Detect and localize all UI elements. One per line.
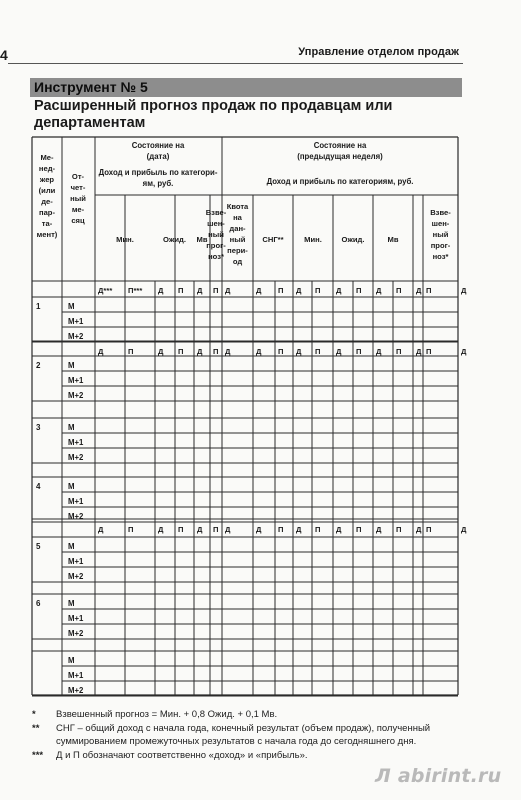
dp-label: Д: [225, 347, 231, 356]
col-header-month: ме-: [71, 205, 85, 214]
dp-label: Д: [225, 286, 231, 295]
col-header-manager: нед-: [38, 164, 56, 173]
ytd-header: СНГ**: [262, 235, 284, 244]
footnote-text: суммированием промежуточных результатов с начала года до сегодняшнего дня.: [56, 736, 417, 747]
col-header-month: От-: [71, 172, 85, 181]
quota-header: ный: [229, 235, 246, 244]
dp-label: Д: [296, 525, 302, 534]
dp-label: П: [178, 347, 184, 356]
month-label: М+1: [68, 438, 84, 447]
dp-label: П***: [128, 286, 143, 295]
weighted-forecast-header-prev: ноз*: [432, 252, 449, 261]
weighted-forecast-header-prev: Взве-: [430, 208, 451, 217]
income-header-current: ям, руб.: [142, 179, 174, 188]
dp-label: Д: [416, 525, 422, 534]
month-label: М: [68, 656, 75, 665]
col-header-manager: (или: [38, 186, 56, 195]
group-header-current: Состояние на: [131, 141, 185, 150]
dp-label: П: [128, 347, 134, 356]
weighted-forecast-header: Взве-: [205, 208, 227, 217]
dp-label: Д: [461, 525, 467, 534]
group-header-current: (дата): [146, 152, 170, 161]
weighted-forecast-header-prev: ный: [432, 230, 449, 239]
col-header-manager: та-: [41, 219, 53, 228]
dp-label: Д: [98, 347, 104, 356]
dp-label: Д: [197, 347, 203, 356]
dp-label: Д***: [98, 286, 113, 295]
dp-label: П: [278, 525, 284, 534]
dp-label: П: [396, 347, 402, 356]
dp-label: Д: [296, 286, 302, 295]
weighted-forecast-header-prev: прог-: [430, 241, 451, 250]
month-label: М+2: [68, 686, 84, 695]
dp-label: П: [356, 286, 362, 295]
page-title: Расширенный прогноз продаж по продавцам или департаментам: [34, 98, 393, 131]
dp-label: Д: [256, 286, 262, 295]
page-number: 4: [0, 47, 8, 63]
manager-number: 3: [36, 423, 41, 432]
weighted-forecast-header: ноз*: [208, 252, 224, 261]
footnote-text: Д и П обозначают соответственно «доход» и «прибыль».: [56, 750, 308, 761]
manager-number: 2: [36, 361, 41, 370]
dp-label: П: [213, 347, 219, 356]
watermark-icon: Л: [375, 765, 391, 787]
category-expected: Ожид.: [163, 235, 186, 244]
month-label: М+2: [68, 512, 84, 521]
dp-label: Д: [336, 525, 342, 534]
col-header-month: сяц: [71, 216, 85, 225]
watermark-logo: [375, 765, 501, 787]
dp-label: Д: [98, 525, 104, 534]
dp-label: П: [426, 525, 432, 534]
footnote-mark: **: [32, 723, 40, 734]
dp-label: Д: [336, 347, 342, 356]
dp-label: Д: [158, 347, 164, 356]
dp-label: Д: [376, 525, 382, 534]
dp-label: Д: [256, 347, 262, 356]
quota-header: пери-: [227, 246, 248, 255]
month-label: М: [68, 302, 75, 311]
dp-label: П: [213, 525, 219, 534]
quota-header: дан-: [229, 224, 246, 233]
manager-number: 1: [36, 302, 41, 311]
dp-label: Д: [256, 525, 262, 534]
category-possible-prev: Мв: [387, 235, 399, 244]
month-label: М+1: [68, 671, 84, 680]
dp-label: Д: [197, 525, 203, 534]
dp-label: Д: [158, 525, 164, 534]
month-label: М: [68, 599, 75, 608]
dp-label: П: [396, 525, 402, 534]
col-header-month: ный: [70, 194, 86, 203]
dp-label: П: [178, 286, 184, 295]
weighted-forecast-header-prev: шен-: [431, 219, 450, 228]
dp-label: П: [213, 286, 219, 295]
footnote-mark: ***: [32, 750, 44, 761]
footnote-text: Взвешенный прогноз = Мин. + 0,8 Ожид. + 0,1 Мв.: [56, 709, 278, 720]
dp-label: П: [178, 525, 184, 534]
category-expected-prev: Ожид.: [341, 235, 365, 244]
dp-label: П: [356, 347, 362, 356]
dp-label: Д: [296, 347, 302, 356]
dp-label: Д: [376, 286, 382, 295]
quota-header: Квота: [226, 202, 249, 211]
col-header-manager: мент): [36, 230, 58, 239]
month-label: М+1: [68, 497, 84, 506]
quota-header: на: [233, 213, 242, 222]
col-header-manager: жер: [39, 175, 55, 184]
col-header-manager: Ме-: [40, 153, 54, 162]
dp-label: П: [315, 286, 321, 295]
category-min: Мин.: [116, 235, 134, 244]
group-header-prev: Состояние на: [313, 141, 367, 150]
dp-label: Д: [376, 347, 382, 356]
dp-label: Д: [416, 286, 422, 295]
weighted-forecast-header: шен-: [207, 219, 225, 228]
dp-label: П: [315, 525, 321, 534]
dp-label: П: [278, 347, 284, 356]
col-header-month: чет-: [70, 183, 86, 192]
group-header-prev: (предыдущая неделя): [297, 152, 383, 161]
dp-label: П: [315, 347, 321, 356]
dp-label: П: [426, 347, 432, 356]
running-head: Управление отделом продаж: [298, 46, 459, 58]
month-label: М: [68, 361, 75, 370]
category-min-prev: Мин.: [304, 235, 322, 244]
dp-label: Д: [225, 525, 231, 534]
income-header-prev: Доход и прибыль по категориям, руб.: [266, 177, 414, 186]
month-label: М+2: [68, 332, 84, 341]
month-label: М+1: [68, 317, 84, 326]
dp-label: П: [356, 525, 362, 534]
col-header-manager: пар-: [39, 208, 55, 217]
dp-label: П: [128, 525, 134, 534]
month-label: М+2: [68, 391, 84, 400]
month-label: М: [68, 542, 75, 551]
month-label: М+1: [68, 614, 84, 623]
income-header-current: Доход и прибыль по категори-: [98, 168, 218, 177]
col-header-manager: де-: [41, 197, 53, 206]
watermark-text: abirint.ru: [397, 765, 502, 787]
dp-label: Д: [461, 286, 467, 295]
weighted-forecast-header: ный: [208, 230, 224, 239]
month-label: М+2: [68, 453, 84, 462]
dp-label: П: [278, 286, 284, 295]
weighted-forecast-header: прог-: [206, 241, 226, 250]
month-label: М+2: [68, 572, 84, 581]
manager-number: 4: [36, 482, 41, 491]
dp-label: Д: [158, 286, 164, 295]
month-label: М: [68, 482, 75, 491]
manager-number: 6: [36, 599, 41, 608]
footnote-text: СНГ – общий доход с начала года, конечный результат (объем продаж), полученный: [56, 723, 431, 734]
dp-label: Д: [416, 347, 422, 356]
month-label: М: [68, 423, 75, 432]
month-label: М+2: [68, 629, 84, 638]
dp-label: Д: [336, 286, 342, 295]
instrument-label: Инструмент № 5: [34, 79, 148, 95]
quota-header: од: [232, 257, 243, 266]
month-label: М+1: [68, 376, 84, 385]
manager-number: 5: [36, 542, 41, 551]
dp-label: Д: [461, 347, 467, 356]
dp-label: П: [426, 286, 432, 295]
dp-label: П: [396, 286, 402, 295]
footnote-mark: *: [32, 709, 36, 720]
month-label: М+1: [68, 557, 84, 566]
category-possible: Мв: [196, 235, 208, 244]
dp-label: Д: [197, 286, 203, 295]
